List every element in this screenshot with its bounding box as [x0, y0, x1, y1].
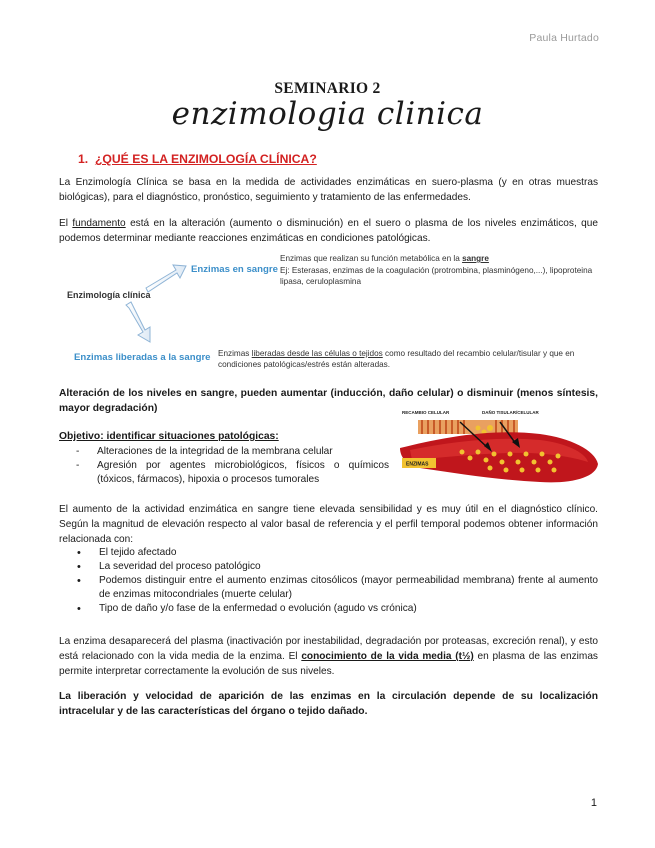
objective-item: - Alteraciones de la integridad de la membrana celular: [59, 445, 389, 459]
release-paragraph: La liberación y velocidad de aparición de las enzimas en la circulación depende de su localización intracelular y de las características del órgano o tejido dañado.: [59, 691, 598, 717]
p2-keyword: fundamento: [72, 218, 126, 229]
vessel-illustration: [400, 408, 600, 490]
objective-item: - Agresión por agentes microbiológicos, físicos o químicos (tóxicos, fármacos), hipoxia o procesos tumorales: [59, 459, 389, 487]
alteration-heading: Alteración de los niveles en sangre, pueden aumentar (inducción, daño celular) o disminuir (menos síntesis, mayor degradación): [59, 388, 598, 414]
arrow-up-right-icon: [146, 265, 186, 292]
intro-paragraph: La Enzimología Clínica se basa en la medida de actividades enzimáticas en suero-plasma (y en otras muestras biológicas), para el diagnóstico, pronóstico, seguimiento y tratamiento de las enfermedades.: [59, 177, 598, 203]
diagram-root: Enzimología clínica: [67, 290, 151, 300]
disappear-prefix: La enzima desaparecerá del plasma (inactivación por inestabilidad, degradación por proteasas, excreción renal), y esto está relacionado con la vida media de la enzima. El: [59, 636, 598, 662]
diagram-branch-released: Enzimas liberadas a la sangre: [74, 352, 211, 363]
section-number: 1.: [78, 152, 89, 166]
desc-keyword: sangre: [462, 254, 489, 263]
increase-item: • Tipo de daño y/o fase de la enfermedad o evolución (agudo vs crónica): [59, 602, 598, 616]
disappear-keyword: conocimiento de la vida media (t½): [301, 651, 474, 662]
page-number: 1: [590, 797, 597, 809]
desc2-prefix: Enzimas: [218, 349, 252, 358]
increase-paragraph: El aumento de la actividad enzimática en sangre tiene elevada sensibilidad y es muy útil en el diagnóstico clínico. Según la magnitud de elevación respecto al valor basal de referencia y el perfil temporal podemos obtener información relacionada con:: [59, 504, 598, 545]
diagram-branch-blood: Enzimas en sangre: [191, 264, 278, 275]
increase-item: • El tejido afectado: [59, 546, 598, 560]
label-dano: DAÑO TISULAR/CELULAR: [482, 410, 539, 415]
objective-heading: Objetivo: identificar situaciones patológicas:: [59, 431, 279, 442]
desc2-keyword: liberadas desde las células o tejidos: [251, 349, 383, 358]
p2-rest: está en la alteración (aumento o disminución) en el suero o plasma de los niveles enzimáticos, que podemos determinar mediante reacciones enzimáticas en condiciones patológicas.: [59, 218, 598, 244]
label-enzimas: ENZIMAS: [406, 461, 429, 468]
increase-list: [59, 546, 598, 616]
objective-list: [59, 445, 389, 487]
p2-prefix: El: [59, 218, 73, 229]
author-name: Paula Hurtado: [529, 32, 599, 44]
disappear-rest: en plasma de las enzimas permite interpretar correctamente la evolución de sus niveles.: [59, 651, 598, 677]
arrow-down-icon: [126, 302, 150, 342]
disappear-paragraph: [59, 634, 598, 679]
section-heading-text: ¿QUÉ ES LA ENZIMOLOGÍA CLÍNICA?: [94, 152, 317, 166]
seminar-title: SEMINARIO 2: [274, 80, 381, 97]
label-recambio: RECAMBIO CELULAR: [402, 410, 450, 415]
desc2-rest: como resultado del recambio celular/tisular y que en condiciones patológicas/estrés están alteradas.: [218, 349, 575, 369]
desc-prefix: Enzimas que realizan su función metabólica en la: [280, 254, 463, 263]
script-title: enzimologia clinica: [171, 96, 484, 132]
diagram-branch-released-desc: [218, 348, 603, 370]
diagram-branch-blood-example: Ej: Esterasas, enzimas de la coagulación (protrombina, plasminógeno,...), lipoproteina lipasa, ceruloplasmina: [280, 266, 593, 286]
increase-item: • La severidad del proceso patológico: [59, 560, 598, 574]
increase-item: • Podemos distinguir entre el aumento enzimas citosólicos (mayor permeabilidad membrana) frente al aumento de enzimas mitocondriales (muerte celular): [59, 574, 598, 602]
diagram-branch-blood-desc: [280, 253, 600, 264]
